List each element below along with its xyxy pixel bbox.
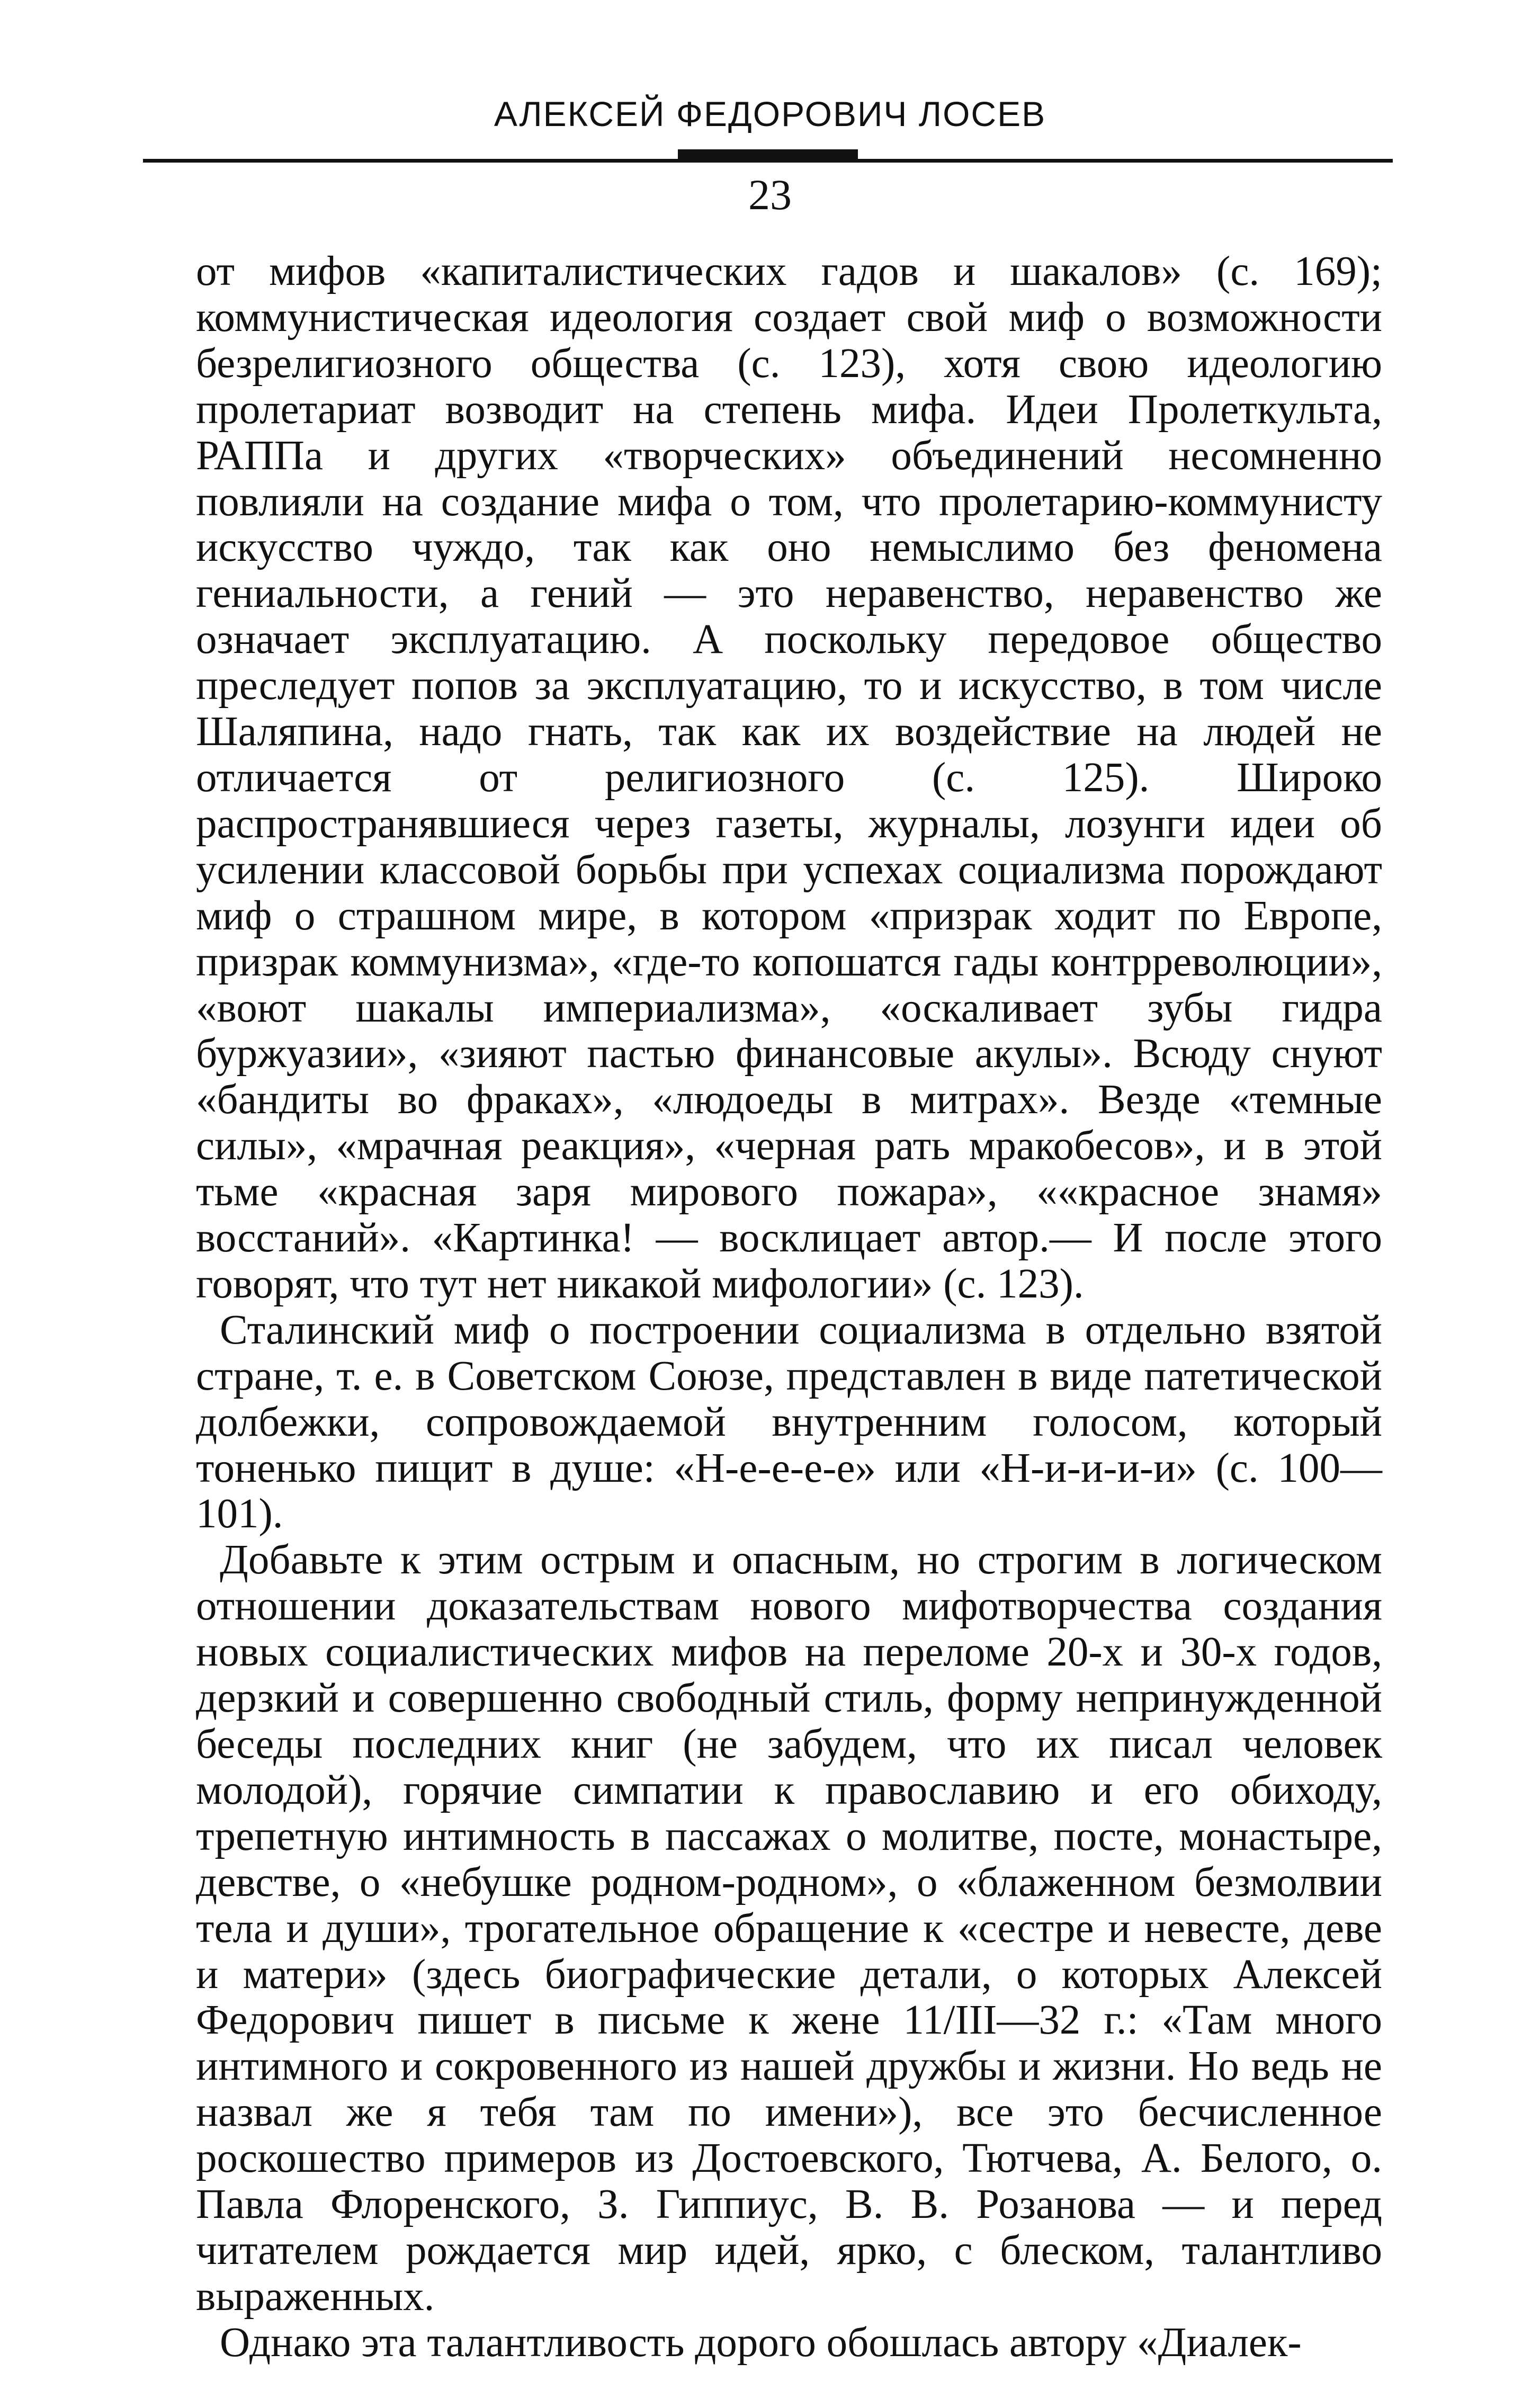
- running-title: АЛЕКСЕЙ ФЕДОРОВИЧ ЛОСЕВ: [494, 94, 1046, 133]
- paragraph: Сталинский миф о построении социализма в отдельно взятой стране, т. е. в Советском Союзе, представлен в виде патетической долбежки, сопровождаемой внутренним голосом, который тоненько пищит в душе: «Н-е-е-е-е» или «Н-и-и-и-и» (с. 100—101).: [196, 1306, 1382, 1537]
- paragraph: Добавьте к этим острым и опасным, но строгим в логическом отношении доказательствам нового мифотворчества создания новых социалистических мифов на переломе 20-х и 30-х годов, дерзкий и совершенно свободный стиль, форму непринужденной беседы последних книг (не забудем, что их писал человек молодой), горячие симпатии к православию и его обиходу, трепетную интимность в пассажах о молитве, посте, монастыре, девстве, о «небушке родном-родном», о «блаженном безмолвии тела и души», трогательное обращение к «сестре и невесте, деве и матери» (здесь биографические детали, о которых Алексей Федорович пишет в письме к жене 11/III—32 г.: «Там много интимного и сокровенного из нашей дружбы и жизни. Но ведь не назвал же я тебя там по имени»), все это бесчисленное роскошество примеров из Достоевского, Тютчева, А. Белого, о. Павла Флоренского, З. Гиппиус, В. В. Розанова — и перед читателем рождается мир идей, ярко, с блеском, талантливо выраженных.: [196, 1537, 1382, 2320]
- paragraph-continued: от мифов «капиталистических гадов и шакалов» (с. 169); коммунистическая идеология создает свой миф о возможности безрелигиозного общества (с. 123), хотя свою идеологию пролетариат возводит на степень мифа. Идеи Пролеткульта, РАППа и других «творческих» объединений несомненно повлияли на создание мифа о том, что пролетарию-коммунисту искусство чуждо, так как оно немыслимо без феномена гениальности, а гений — это неравенство, неравенство же означает эксплуатацию. А поскольку передовое общество преследует попов за эксплуатацию, то и искусство, в том числе Шаляпина, надо гнать, так как их воздействие на людей не отличается от религиозного (с. 125). Широко распространявшиеся через газеты, журналы, лозунги идеи об усилении классовой борьбы при успехах социализма порождают миф о страшном мире, в котором «призрак ходит по Европе, призрак коммунизма», «где-то копошатся гады контрреволюции», «воют шакалы империализма», «оскаливает зубы гидра буржуазии», «зияют пастью финансовые акулы». Всюду снуют «бандиты во фраках», «людоеды в митрах». Везде «темные силы», «мрачная реакция», «черная рать мракобесов», и в этой тьме «красная заря мирового пожара», ««красное знамя» восстаний». «Картинка! — восклицает автор.— И после этого говорят, что тут нет никакой мифологии» (с. 123).: [196, 248, 1382, 1307]
- header-rule: [143, 159, 1393, 163]
- header-rule-tab: [678, 149, 858, 160]
- paragraph: Однако эта талантливость дорого обошлась автору «Диалек-: [220, 2319, 1302, 2366]
- body-text: [196, 249, 1382, 2366]
- page-number: 23: [748, 171, 792, 219]
